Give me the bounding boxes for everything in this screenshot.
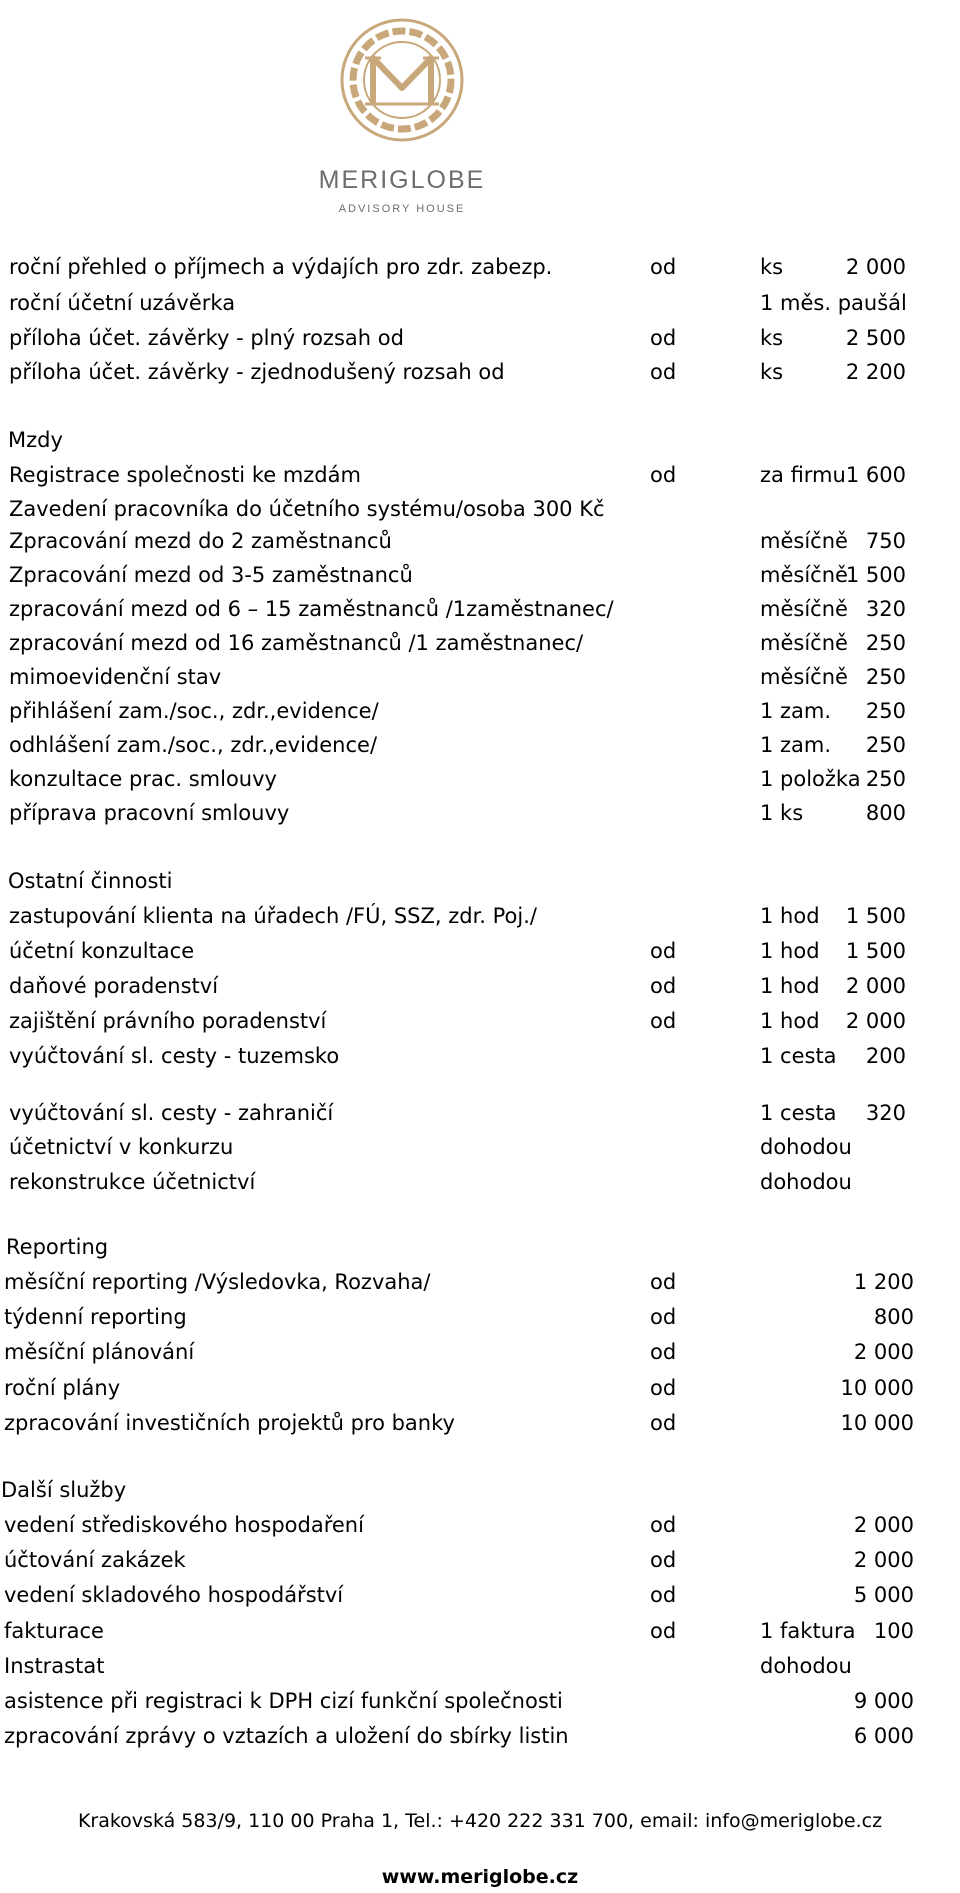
service-label: zajištění právního poradenství bbox=[9, 1009, 327, 1033]
price-unit: 1 hod bbox=[760, 1009, 820, 1033]
price-row bbox=[0, 1302, 960, 1332]
section-heading-dalsi-sluzby: Další služby bbox=[1, 1478, 127, 1502]
price-from-marker: od bbox=[650, 255, 677, 279]
price-row bbox=[0, 1510, 960, 1540]
service-label: zpracování investičních projektů pro banky bbox=[4, 1411, 455, 1435]
service-label: mimoevidenční stav bbox=[9, 665, 222, 689]
price-unit: 1 cesta bbox=[760, 1044, 837, 1068]
price-from-marker: od bbox=[650, 1619, 677, 1643]
price-unit: za firmu bbox=[760, 463, 846, 487]
price-unit: 1 ks bbox=[760, 801, 804, 825]
service-label: příloha účet. závěrky - plný rozsah od bbox=[9, 326, 404, 350]
price-unit: 1 položka bbox=[760, 767, 861, 791]
service-label: účetnictví v konkurzu bbox=[9, 1135, 234, 1159]
price-amount: 10 000 bbox=[840, 1411, 914, 1435]
price-from-marker: od bbox=[650, 326, 677, 350]
service-label: odhlášení zam./soc., zdr.,evidence/ bbox=[9, 733, 378, 757]
price-row bbox=[0, 1408, 960, 1438]
footer-address: Krakovská 583/9, 110 00 Praha 1, Tel.: +420 222 331 700, email: info@meriglobe.cz bbox=[77, 1810, 883, 1832]
price-unit: měsíčně bbox=[760, 597, 848, 621]
price-unit: 1 cesta bbox=[760, 1101, 837, 1125]
price-row bbox=[0, 323, 960, 353]
price-amount: 1 500 bbox=[845, 563, 906, 587]
price-row bbox=[0, 494, 960, 524]
service-label: zastupování klienta na úřadech /FÚ, SSZ, zdr. Poj./ bbox=[9, 904, 537, 928]
price-unit: dohodou bbox=[760, 1170, 852, 1194]
price-row bbox=[0, 662, 960, 692]
price-row bbox=[0, 1545, 960, 1575]
service-label: vedení skladového hospodářství bbox=[4, 1583, 344, 1607]
price-row bbox=[0, 1098, 960, 1128]
service-label: měsíční plánování bbox=[4, 1340, 195, 1364]
price-from-marker: od bbox=[650, 360, 677, 384]
price-row bbox=[0, 460, 960, 490]
price-amount: 250 bbox=[865, 665, 906, 689]
service-label: Zpracování mezd do 2 zaměstnanců bbox=[9, 529, 392, 553]
price-row bbox=[0, 1006, 960, 1036]
price-row bbox=[0, 594, 960, 624]
footer-website-link[interactable]: www.meriglobe.cz bbox=[381, 1866, 579, 1888]
price-amount: 800 bbox=[865, 801, 906, 825]
price-amount: 200 bbox=[865, 1044, 906, 1068]
price-unit: ks bbox=[760, 360, 784, 384]
logo-tagline: ADVISORY HOUSE bbox=[338, 203, 466, 215]
price-from-marker: od bbox=[650, 463, 677, 487]
service-label: daňové poradenství bbox=[9, 974, 219, 998]
price-unit: měsíčně bbox=[760, 631, 848, 655]
service-label: asistence při registraci k DPH cizí funkční společnosti bbox=[4, 1689, 563, 1713]
price-row bbox=[0, 971, 960, 1001]
price-amount: 5 000 bbox=[853, 1583, 914, 1607]
price-amount: 2 000 bbox=[853, 1340, 914, 1364]
logo-emblem bbox=[342, 20, 462, 140]
service-label: vyúčtování sl. cesty - zahraničí bbox=[9, 1101, 334, 1125]
service-label: měsíční reporting /Výsledovka, Rozvaha/ bbox=[4, 1270, 431, 1294]
price-row bbox=[0, 526, 960, 556]
price-amount: 800 bbox=[873, 1305, 914, 1329]
price-amount: 2 000 bbox=[845, 974, 906, 998]
price-unit: dohodou bbox=[760, 1654, 852, 1678]
price-amount: 2 000 bbox=[845, 1009, 906, 1033]
price-amount: 6 000 bbox=[853, 1724, 914, 1748]
price-amount: 1 200 bbox=[853, 1270, 914, 1294]
service-label: zpracování zprávy o vztazích a uložení do sbírky listin bbox=[4, 1724, 569, 1748]
price-amount: 2 000 bbox=[853, 1548, 914, 1572]
price-unit: 1 faktura bbox=[760, 1619, 856, 1643]
price-unit: ks bbox=[760, 326, 784, 350]
price-amount: 1 500 bbox=[845, 904, 906, 928]
price-row bbox=[0, 252, 960, 282]
price-row bbox=[0, 1651, 960, 1681]
price-amount: 250 bbox=[865, 699, 906, 723]
price-amount: 100 bbox=[873, 1619, 914, 1643]
price-unit: 1 zam. bbox=[760, 699, 832, 723]
price-row bbox=[0, 1267, 960, 1297]
price-row bbox=[0, 288, 960, 318]
price-unit: měsíčně bbox=[760, 529, 848, 553]
price-from-marker: od bbox=[650, 1411, 677, 1435]
price-amount: 2 000 bbox=[853, 1513, 914, 1537]
section-heading-mzdy: Mzdy bbox=[8, 428, 63, 452]
price-unit: dohodou bbox=[760, 1135, 852, 1159]
service-label: zpracování mezd od 6 – 15 zaměstnanců /1zaměstnanec/ bbox=[9, 597, 614, 621]
price-unit: 1 zam. bbox=[760, 733, 832, 757]
company-logo bbox=[313, 18, 491, 228]
price-row bbox=[0, 798, 960, 828]
service-label: fakturace bbox=[4, 1619, 104, 1643]
price-row bbox=[0, 936, 960, 966]
section-heading-ostatni-cinnosti: Ostatní činnosti bbox=[8, 869, 173, 893]
price-amount: 2 000 bbox=[845, 255, 906, 279]
logo-wordmark: MERIGLOBE bbox=[318, 166, 486, 194]
price-unit: měsíčně bbox=[760, 563, 848, 587]
price-row bbox=[0, 1337, 960, 1367]
price-row bbox=[0, 730, 960, 760]
price-amount: 250 bbox=[865, 767, 906, 791]
price-row bbox=[0, 1686, 960, 1716]
price-row bbox=[0, 357, 960, 387]
service-label: účetní konzultace bbox=[9, 939, 195, 963]
price-amount: 250 bbox=[865, 733, 906, 757]
price-amount: 10 000 bbox=[840, 1376, 914, 1400]
price-row bbox=[0, 696, 960, 726]
service-label: Instrastat bbox=[4, 1654, 105, 1678]
price-amount: 320 bbox=[865, 1101, 906, 1125]
service-label: rekonstrukce účetnictví bbox=[9, 1170, 256, 1194]
service-label: Registrace společnosti ke mzdám bbox=[9, 463, 361, 487]
price-amount: 2 500 bbox=[845, 326, 906, 350]
price-row bbox=[0, 628, 960, 658]
price-unit: 1 hod bbox=[760, 974, 820, 998]
price-row bbox=[0, 1616, 960, 1646]
price-row bbox=[0, 1721, 960, 1751]
price-from-marker: od bbox=[650, 939, 677, 963]
service-label: roční plány bbox=[4, 1376, 121, 1400]
price-from-marker: od bbox=[650, 974, 677, 998]
price-from-marker: od bbox=[650, 1583, 677, 1607]
price-from-marker: od bbox=[650, 1305, 677, 1329]
section-heading-reporting: Reporting bbox=[6, 1235, 109, 1259]
price-unit: ks bbox=[760, 255, 784, 279]
price-row bbox=[0, 764, 960, 794]
service-label: roční účetní uzávěrka bbox=[9, 291, 236, 315]
price-from-marker: od bbox=[650, 1548, 677, 1572]
price-amount: 9 000 bbox=[853, 1689, 914, 1713]
price-row bbox=[0, 1580, 960, 1610]
price-amount: 250 bbox=[865, 631, 906, 655]
price-unit: měsíčně bbox=[760, 665, 848, 689]
service-label: příloha účet. závěrky - zjednodušený rozsah od bbox=[9, 360, 505, 384]
price-amount: 1 600 bbox=[845, 463, 906, 487]
service-label: roční přehled o příjmech a výdajích pro zdr. zabezp. bbox=[9, 255, 553, 279]
price-amount: 750 bbox=[865, 529, 906, 553]
price-row bbox=[0, 1373, 960, 1403]
price-row bbox=[0, 901, 960, 931]
price-row bbox=[0, 1041, 960, 1071]
service-label: vedení střediskového hospodaření bbox=[4, 1513, 364, 1537]
price-from-marker: od bbox=[650, 1270, 677, 1294]
price-from-marker: od bbox=[650, 1009, 677, 1033]
service-label: přihlášení zam./soc., zdr.,evidence/ bbox=[9, 699, 379, 723]
price-from-marker: od bbox=[650, 1376, 677, 1400]
price-amount: 2 200 bbox=[845, 360, 906, 384]
service-label: vyúčtování sl. cesty - tuzemsko bbox=[9, 1044, 340, 1068]
service-label: účtování zakázek bbox=[4, 1548, 186, 1572]
price-unit: 1 hod bbox=[760, 939, 820, 963]
service-label: Zpracování mezd od 3-5 zaměstnanců bbox=[9, 563, 413, 587]
price-row bbox=[0, 1167, 960, 1197]
price-amount: 320 bbox=[865, 597, 906, 621]
price-unit: 1 hod bbox=[760, 904, 820, 928]
service-label: zpracování mezd od 16 zaměstnanců /1 zaměstnanec/ bbox=[9, 631, 584, 655]
service-label: Zavedení pracovníka do účetního systému/osoba 300 Kč bbox=[9, 497, 605, 521]
service-label: konzultace prac. smlouvy bbox=[9, 767, 277, 791]
service-label: příprava pracovní smlouvy bbox=[9, 801, 290, 825]
price-amount: 1 500 bbox=[845, 939, 906, 963]
service-label: týdenní reporting bbox=[4, 1305, 187, 1329]
price-unit: 1 měs. paušál bbox=[760, 291, 907, 315]
price-row bbox=[0, 1132, 960, 1162]
price-from-marker: od bbox=[650, 1513, 677, 1537]
price-from-marker: od bbox=[650, 1340, 677, 1364]
price-row bbox=[0, 560, 960, 590]
